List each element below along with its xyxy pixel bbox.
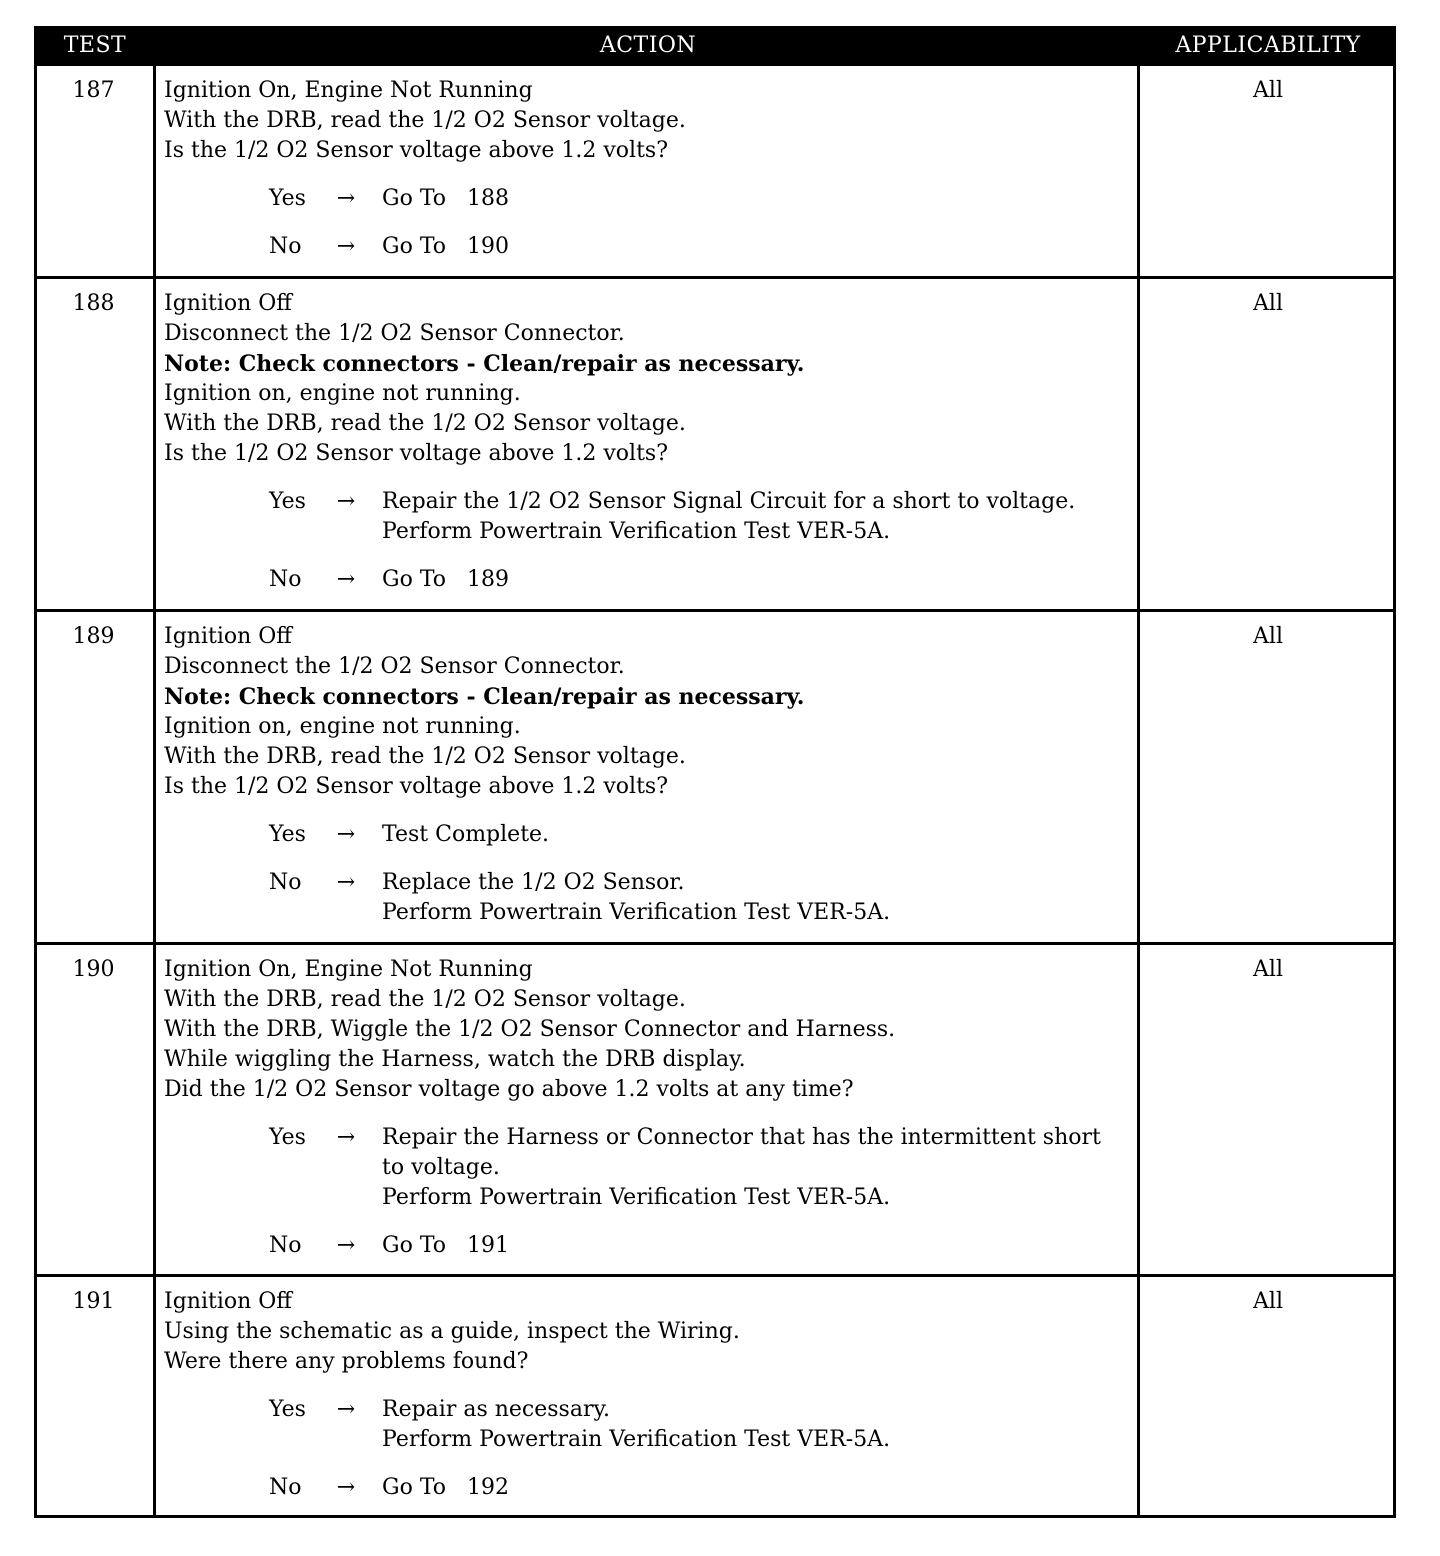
branch-result: Test Complete. (382, 822, 550, 847)
yes-branch (269, 184, 1129, 214)
arrow-icon: → (336, 234, 356, 259)
no-branch (269, 1473, 1129, 1503)
action-line: Using the schematic as a guide, inspect the Wiring. (164, 1319, 740, 1344)
applicability-value: All (1253, 1289, 1283, 1314)
table-header (34, 26, 1396, 66)
action-line: Did the 1/2 O2 Sensor voltage go above 1.2 volts at any time? (164, 1077, 854, 1102)
header-applicability: APPLICABILITY (1175, 33, 1361, 58)
branch-result: Repair as necessary. (382, 1397, 610, 1422)
action-line: Ignition On, Engine Not Running (164, 957, 533, 982)
action-cell (156, 279, 1140, 609)
branch-result: Replace the 1/2 O2 Sensor. (382, 870, 685, 895)
no-label: No (269, 1475, 302, 1500)
branch-result: Perform Powertrain Verification Test VER-5A. (382, 1427, 891, 1452)
branch-result: to voltage. (382, 1155, 500, 1180)
applicability-value: All (1253, 957, 1283, 982)
branch-result: Repair the Harness or Connector that has the intermittent short (382, 1125, 1101, 1150)
action-line: With the DRB, read the 1/2 O2 Sensor voltage. (164, 108, 686, 133)
branch-result: Go To 192 (382, 1475, 509, 1500)
test-number: 188 (34, 279, 156, 609)
test-number: 187 (34, 66, 156, 276)
arrow-icon: → (336, 489, 356, 514)
table-row (34, 1277, 1396, 1518)
yes-label: Yes (269, 489, 306, 514)
table-row (34, 945, 1396, 1277)
branch-result: Go To 188 (382, 186, 509, 211)
no-branch (269, 868, 1129, 928)
yes-label: Yes (269, 1397, 306, 1422)
action-line: Is the 1/2 O2 Sensor voltage above 1.2 volts? (164, 138, 668, 163)
action-line: Ignition on, engine not running. (164, 714, 521, 739)
arrow-icon: → (336, 186, 356, 211)
yes-branch (269, 1395, 1129, 1455)
action-line: With the DRB, Wiggle the 1/2 O2 Sensor Connector and Harness. (164, 1017, 896, 1042)
no-label: No (269, 567, 302, 592)
action-line: Disconnect the 1/2 O2 Sensor Connector. (164, 654, 625, 679)
yes-branch (269, 487, 1129, 547)
arrow-icon: → (336, 1475, 356, 1500)
action-cell (156, 1277, 1140, 1518)
action-line: With the DRB, read the 1/2 O2 Sensor voltage. (164, 411, 686, 436)
action-line: With the DRB, read the 1/2 O2 Sensor voltage. (164, 744, 686, 769)
action-line: Ignition Off (164, 624, 292, 649)
table-row (34, 279, 1396, 612)
branch-result: Go To 191 (382, 1233, 509, 1258)
action-cell (156, 612, 1140, 942)
note-line: Note: Check connectors - Clean/repair as necessary. (164, 684, 805, 710)
action-line: Ignition Off (164, 291, 292, 316)
action-line: Is the 1/2 O2 Sensor voltage above 1.2 volts? (164, 774, 668, 799)
test-number: 190 (34, 945, 156, 1274)
arrow-icon: → (336, 1233, 356, 1258)
action-line: Were there any problems found? (164, 1349, 529, 1374)
arrow-icon: → (336, 567, 356, 592)
no-branch (269, 565, 1129, 595)
branch-result: Perform Powertrain Verification Test VER-5A. (382, 1185, 891, 1210)
applicability-value: All (1253, 624, 1283, 649)
yes-branch (269, 1123, 1129, 1213)
applicability-value: All (1253, 78, 1283, 103)
test-number: 189 (34, 612, 156, 942)
action-line: Is the 1/2 O2 Sensor voltage above 1.2 volts? (164, 441, 668, 466)
action-cell (156, 945, 1140, 1274)
table-row (34, 66, 1396, 279)
branch-result: Perform Powertrain Verification Test VER-5A. (382, 900, 891, 925)
no-label: No (269, 234, 302, 259)
action-line: Ignition Off (164, 1289, 292, 1314)
action-line: Ignition On, Engine Not Running (164, 78, 533, 103)
yes-branch (269, 820, 1129, 850)
header-test: TEST (63, 33, 127, 58)
arrow-icon: → (336, 870, 356, 895)
arrow-icon: → (336, 1125, 356, 1150)
branch-result: Perform Powertrain Verification Test VER-5A. (382, 519, 891, 544)
table-row (34, 612, 1396, 945)
action-line: Ignition on, engine not running. (164, 381, 521, 406)
test-number: 191 (34, 1277, 156, 1518)
header-action: ACTION (599, 33, 697, 58)
yes-label: Yes (269, 186, 306, 211)
applicability-value: All (1253, 291, 1283, 316)
no-label: No (269, 870, 302, 895)
no-label: No (269, 1233, 302, 1258)
yes-label: Yes (269, 822, 306, 847)
branch-result: Repair the 1/2 O2 Sensor Signal Circuit for a short to voltage. (382, 489, 1076, 514)
branch-result: Go To 189 (382, 567, 509, 592)
action-cell (156, 66, 1140, 276)
no-branch (269, 232, 1129, 262)
note-line: Note: Check connectors - Clean/repair as necessary. (164, 351, 805, 377)
no-branch (269, 1231, 1129, 1261)
yes-label: Yes (269, 1125, 306, 1150)
action-line: While wiggling the Harness, watch the DRB display. (164, 1047, 746, 1072)
branch-result: Go To 190 (382, 234, 509, 259)
arrow-icon: → (336, 1397, 356, 1422)
arrow-icon: → (336, 822, 356, 847)
action-line: Disconnect the 1/2 O2 Sensor Connector. (164, 321, 625, 346)
action-line: With the DRB, read the 1/2 O2 Sensor voltage. (164, 987, 686, 1012)
